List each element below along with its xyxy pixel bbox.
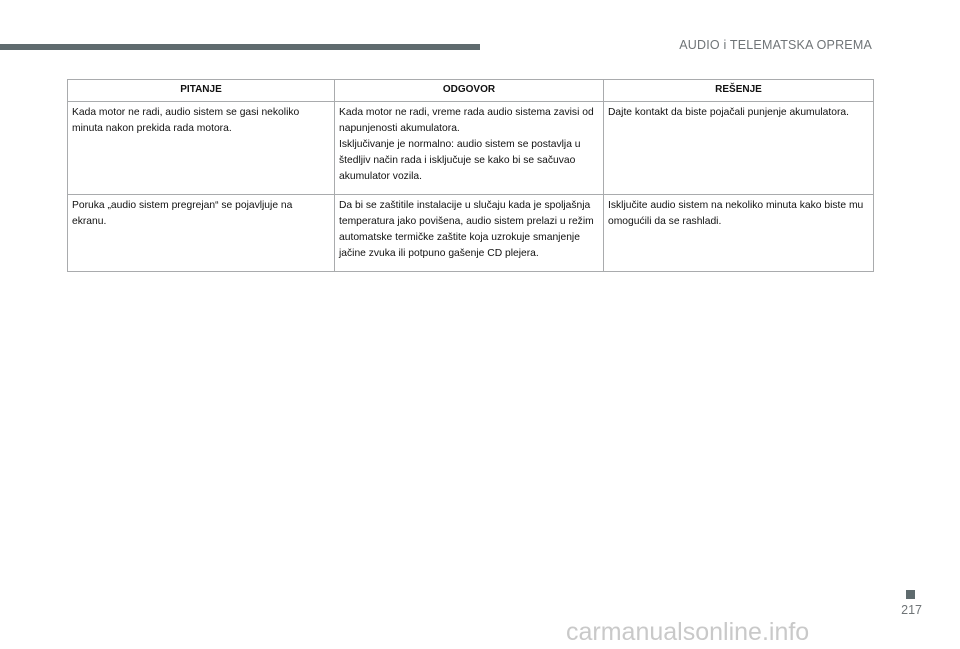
answer-line: Kada motor ne radi, vreme rada audio sistema zavisi od napunjenosti akumulatora.: [339, 107, 594, 134]
table-header-row: [68, 80, 874, 102]
table-row: [68, 195, 874, 272]
solution-cell: Isključite audio sistem na nekoliko minuta kako biste mu omogućili da se rashladi.: [604, 195, 874, 272]
column-header-question: PITANJE: [68, 80, 335, 102]
answer-cell: [335, 195, 604, 272]
column-header-answer: ODGOVOR: [335, 80, 604, 102]
page-marker-square: [906, 590, 915, 599]
column-header-solution: REŠENJE: [604, 80, 874, 102]
page-number: 217: [901, 603, 922, 617]
answer-line: Isključivanje je normalno: audio sistem se postavlja u štedljiv način rada i isključuje se kako bi se sačuvao akumulator vozila.: [339, 139, 581, 182]
solution-cell: Dajte kontakt da biste pojačali punjenje akumulatora.: [604, 102, 874, 195]
question-cell: Kada motor ne radi, audio sistem se gasi nekoliko minuta nakon prekida rada motora.: [68, 102, 335, 195]
table-row: [68, 102, 874, 195]
header-rule: [0, 44, 480, 50]
question-cell: Poruka „audio sistem pregrejan“ se pojavljuje na ekranu.: [68, 195, 335, 272]
watermark: carmanualsonline.info: [566, 618, 810, 646]
answer-line: Da bi se zaštitile instalacije u slučaju kada je spoljašnja temperatura jako povišena, audio sistem prelazi u režim automatske termičke zaštite koja uzrokuje smanjenje jačine zvuka ili potpuno gašenje CD plejera.: [339, 200, 594, 259]
answer-cell: [335, 102, 604, 195]
section-title: AUDIO i TELEMATSKA OPREMA: [679, 38, 872, 52]
troubleshooting-table: [67, 79, 874, 272]
